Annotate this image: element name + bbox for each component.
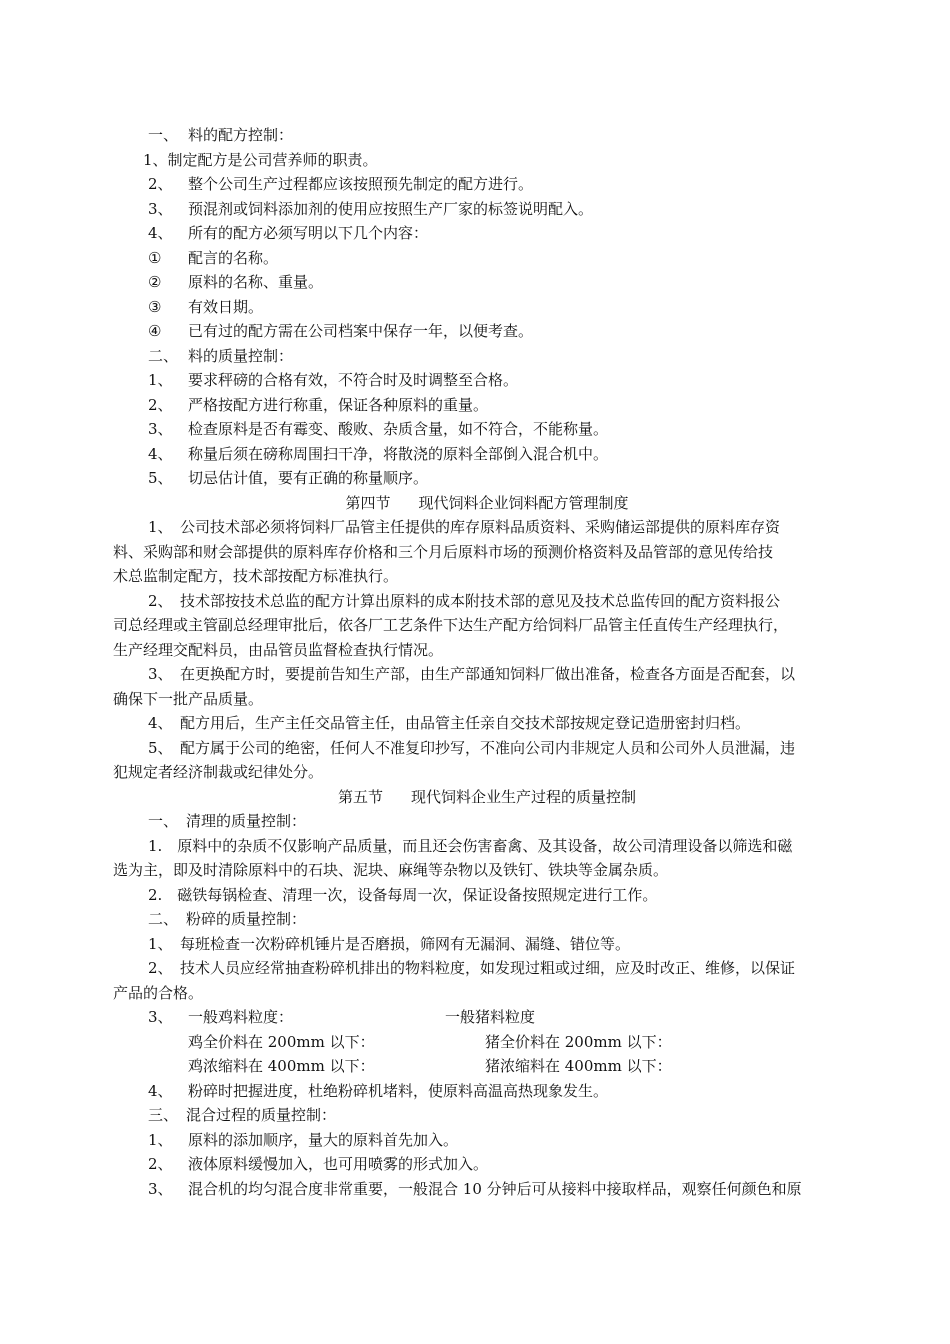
sub-list-item: ③ 有效日期。 <box>148 297 264 316</box>
list-item: 1、制定配方是公司营养师的职责。 <box>143 150 378 169</box>
list-item: 1、 原料的添加顺序，量大的原料首先加入。 <box>148 1130 459 1149</box>
paragraph: 1、 公司技术部必须将饲料厂品管主任提供的库存原料品质资料、采购储运部提供的原料库存资 料、采购部和财会部提供的原料库存价格和三个月后原料市场的预测价格资料及品管部的意见传给技 术总监制定配方，技术部按配方标准执行。 <box>113 518 781 585</box>
list-item: 5、 切忌估计值，要有正确的称量顺序。 <box>148 469 429 487</box>
sub-list-item: ② 原料的名称、重量。 <box>148 273 324 291</box>
section-title: 第五节 现代饲料企业生产过程的质量控制 <box>337 787 637 806</box>
document-body <box>113 123 861 1201</box>
particle-size-row: 鸡浓缩料在 400mm 以下： 猪浓缩料在 400mm 以下： <box>188 1057 672 1075</box>
paragraph: 2. 磁铁每锅检查、清理一次，设备每周一次，保证设备按照规定进行工作。 <box>148 885 658 904</box>
list-item: 2、 整个公司生产过程都应该按照预先制定的配方进行。 <box>148 175 534 193</box>
sub-list-item: ④ 已有过的配方需在公司档案中保存一年，以便考查。 <box>148 322 534 340</box>
list-item: 3、 预混剂或饲料添加剂的使用应按照生产厂家的标签说明配入。 <box>148 199 594 218</box>
list-item: 1、 要求秤磅的合格有效，不符合时及时调整至合格。 <box>148 371 519 389</box>
list-item: 4、 粉碎时把握进度，杜绝粉碎机堵料，使原料高温高热现象发生。 <box>148 1081 609 1100</box>
heading-mixing-quality: 三、 混合过程的质量控制： <box>148 1106 337 1124</box>
list-item: 4、 所有的配方必须写明以下几个内容： <box>148 224 429 242</box>
list-item: 3、 混合机的均匀混合度非常重要，一般混合 10 分钟后可从接料中接取样品，观察任何颜色和原 <box>148 1179 802 1198</box>
heading-material-quality: 二、 料的质量控制： <box>148 346 294 365</box>
section-title: 第四节 现代饲料企业饲料配方管理制度 <box>345 493 629 512</box>
list-item: 2、 严格按配方进行称重，保证各种原料的重量。 <box>148 395 489 414</box>
heading-cleaning-quality: 一、 清理的质量控制： <box>148 812 307 830</box>
heading-grinding-quality: 二、 粉碎的质量控制： <box>148 910 307 928</box>
paragraph: 4、 配方用后，生产主任交品管主任，由品管主任亲自交技术部按规定登记造册密封归档。 <box>148 714 751 732</box>
particle-size-row: 鸡全价料在 200mm 以下： 猪全价料在 200mm 以下： <box>188 1032 672 1051</box>
paragraph: 1、 每班检查一次粉碎机锤片是否磨损，筛网有无漏洞、漏缝、错位等。 <box>148 934 631 953</box>
sub-list-item: ① 配言的名称。 <box>148 248 279 267</box>
heading-formula-control: 一、 料的配方控制： <box>148 126 294 144</box>
list-item: 2、 液体原料缓慢加入，也可用喷雾的形式加入。 <box>148 1155 489 1173</box>
particle-size-header: 3、 一般鸡料粒度： 一般猪料粒度 <box>148 1008 536 1026</box>
paragraph: 2、 技术部按技术总监的配方计算出原料的成本附技术部的意见及技术总监传回的配方资料报公 司总经理或主管副总经理审批后，依各厂工艺条件下达生产配方给饲料厂品管主任直传生产经理执行， 生产经理交配料员，由品管员监督检查执行情况。 <box>113 591 789 659</box>
paragraph: 5、 配方属于公司的绝密，任何人不准复印抄写，不准向公司内非规定人员和公司外人员泄漏，违 犯规定者经济制裁或纪律处分。 <box>113 738 796 781</box>
list-item: 4、 称量后须在磅称周围扫干净，将散浇的原料全部倒入混合机中。 <box>148 444 609 463</box>
paragraph: 1. 原料中的杂质不仅影响产品质量，而且还会伤害畜禽、及其设备，故公司清理设备以筛选和磁 选为主，即及时清除原料中的石块、泥块、麻绳等杂物以及铁钉、铁块等金属杂质。 <box>113 836 793 879</box>
paragraph: 2、 技术人员应经常抽查粉碎机排出的物料粒度，如发现过粗或过细，应及时改正、维修，以保证 产品的合格。 <box>113 959 796 1002</box>
paragraph: 3、 在更换配方时，要提前告知生产部，由生产部通知饲料厂做出准备，检查各方面是否配套，以 确保下一批产品质量。 <box>113 665 796 708</box>
list-item: 3、 检查原料是否有霉变、酸败、杂质含量，如不符合，不能称量。 <box>148 420 609 438</box>
